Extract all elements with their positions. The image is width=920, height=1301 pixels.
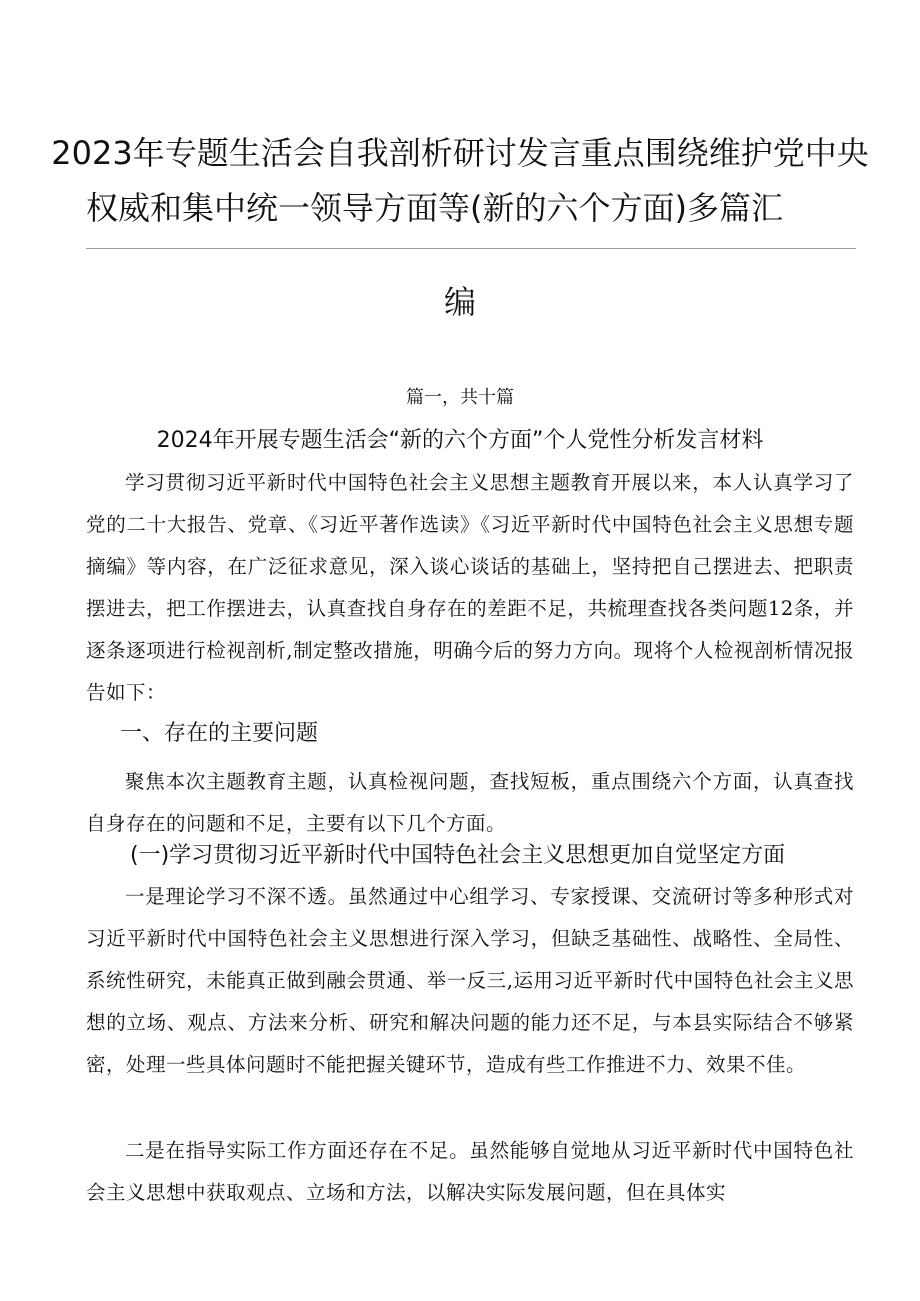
article-title: 2024年开展专题生活会“新的六个方面”个人党性分析发言材料 [156, 428, 764, 453]
article-sequence-label: 篇一，共十篇 [406, 387, 514, 408]
document-title-line-3: 编 [443, 283, 476, 321]
document-title-line-2: 权威和集中统一领导方面等(新的六个方面)多篇汇 [86, 189, 783, 227]
document-title-line-1: 2023年专题生活会自我剖析研讨发言重点围绕维护党中央 [51, 134, 869, 172]
section-heading-main-problems: 一、存在的主要问题 [120, 721, 319, 746]
body-paragraph-problem-1: 一是理论学习不深不透。虽然通过中心组学习、专家授课、交流研讨等多种形式对习近平新时代中国特色社会主义思想进行深入学习，但缺乏基础性、战略性、全局性、系统性研究，未能真正做到融会贯通、举一反三,运用习近平新时代中国特色社会主义思想的立场、观点、方法来分析、研究和解决问题的能力还不足，与本县实际结合不够紧密，处理一些具体问题时不能把握关键环节，造成有些工作推进不力、效果不佳。 [86, 885, 854, 1076]
body-paragraph-focus: 聚焦本次主题教育主题，认真检视问题，查找短板，重点围绕六个方面，认真查找自身存在的问题和不足，主要有以下几个方面。 [86, 770, 854, 835]
header-divider [86, 248, 856, 249]
body-paragraph-intro: 学习贯彻习近平新时代中国特色社会主义思想主题教育开展以来，本人认真学习了党的二十大报告、党章、《习近平著作选读》《习近平新时代中国特色社会主义思想专题摘编》等内容，在广泛征求意见，深入谈心谈话的基础上，坚持把自己摆进去、把职责摆进去，把工作摆进去，认真查找自身存在的差距不足，共梳理查找各类问题12条，并逐条逐项进行检视剖析,制定整改措施，明确今后的努力方向。现将个人检视剖析情况报告如下： [86, 471, 854, 704]
body-paragraph-problem-2: 二是在指导实际工作方面还存在不足。虽然能够自觉地从习近平新时代中国特色社会主义思想中获取观点、立场和方法，以解决实际发展问题，但在具体实 [86, 1139, 854, 1204]
subsection-heading-study: (一)学习贯彻习近平新时代中国特色社会主义思想更加自觉坚定方面 [130, 843, 786, 868]
